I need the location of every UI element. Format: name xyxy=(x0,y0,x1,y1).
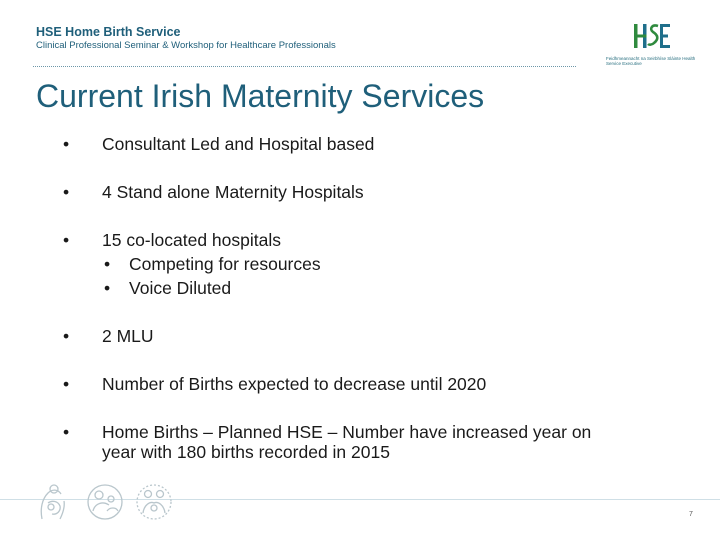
bullet-dot: • xyxy=(104,254,111,274)
bullet-text: 2 MLU xyxy=(102,326,154,346)
page-number: 7 xyxy=(689,511,693,518)
bullet-text: year with 180 births recorded in 2015 xyxy=(102,442,390,462)
parents-baby-icon xyxy=(134,481,174,523)
bullet-dot: • xyxy=(63,134,70,154)
bullet-text: Voice Diluted xyxy=(129,278,232,298)
seminar-subtitle: Clinical Professional Seminar & Workshop for Healthcare Professionals xyxy=(36,40,336,51)
bullet-dot: • xyxy=(63,326,70,346)
bullet-text: Consultant Led and Hospital based xyxy=(102,134,375,154)
hse-logo xyxy=(606,20,696,70)
service-name: HSE Home Birth Service xyxy=(36,25,181,39)
bullet-dot: • xyxy=(104,278,111,298)
bullet-text: Competing for resources xyxy=(129,254,321,274)
bullet-text: 4 Stand alone Maternity Hospitals xyxy=(102,182,364,202)
bullet-dot: • xyxy=(63,182,70,202)
logo-caption: Feidhmeannacht na Seirbhíse Sláinte Health Service Executive xyxy=(606,56,696,66)
midwife-baby-icon xyxy=(85,481,125,523)
hse-logo-icon xyxy=(632,20,672,54)
mother-child-icon xyxy=(34,481,74,523)
bullet-text: Home Births – Planned HSE – Number have increased year on xyxy=(102,422,592,442)
header-divider xyxy=(33,66,576,67)
bullet-dot: • xyxy=(63,230,70,250)
bullet-dot: • xyxy=(63,422,70,442)
slide-title: Current Irish Maternity Services xyxy=(36,78,485,114)
bullet-dot: • xyxy=(63,374,70,394)
bullet-text: 15 co-located hospitals xyxy=(102,230,281,250)
bullet-text: Number of Births expected to decrease until 2020 xyxy=(102,374,487,394)
